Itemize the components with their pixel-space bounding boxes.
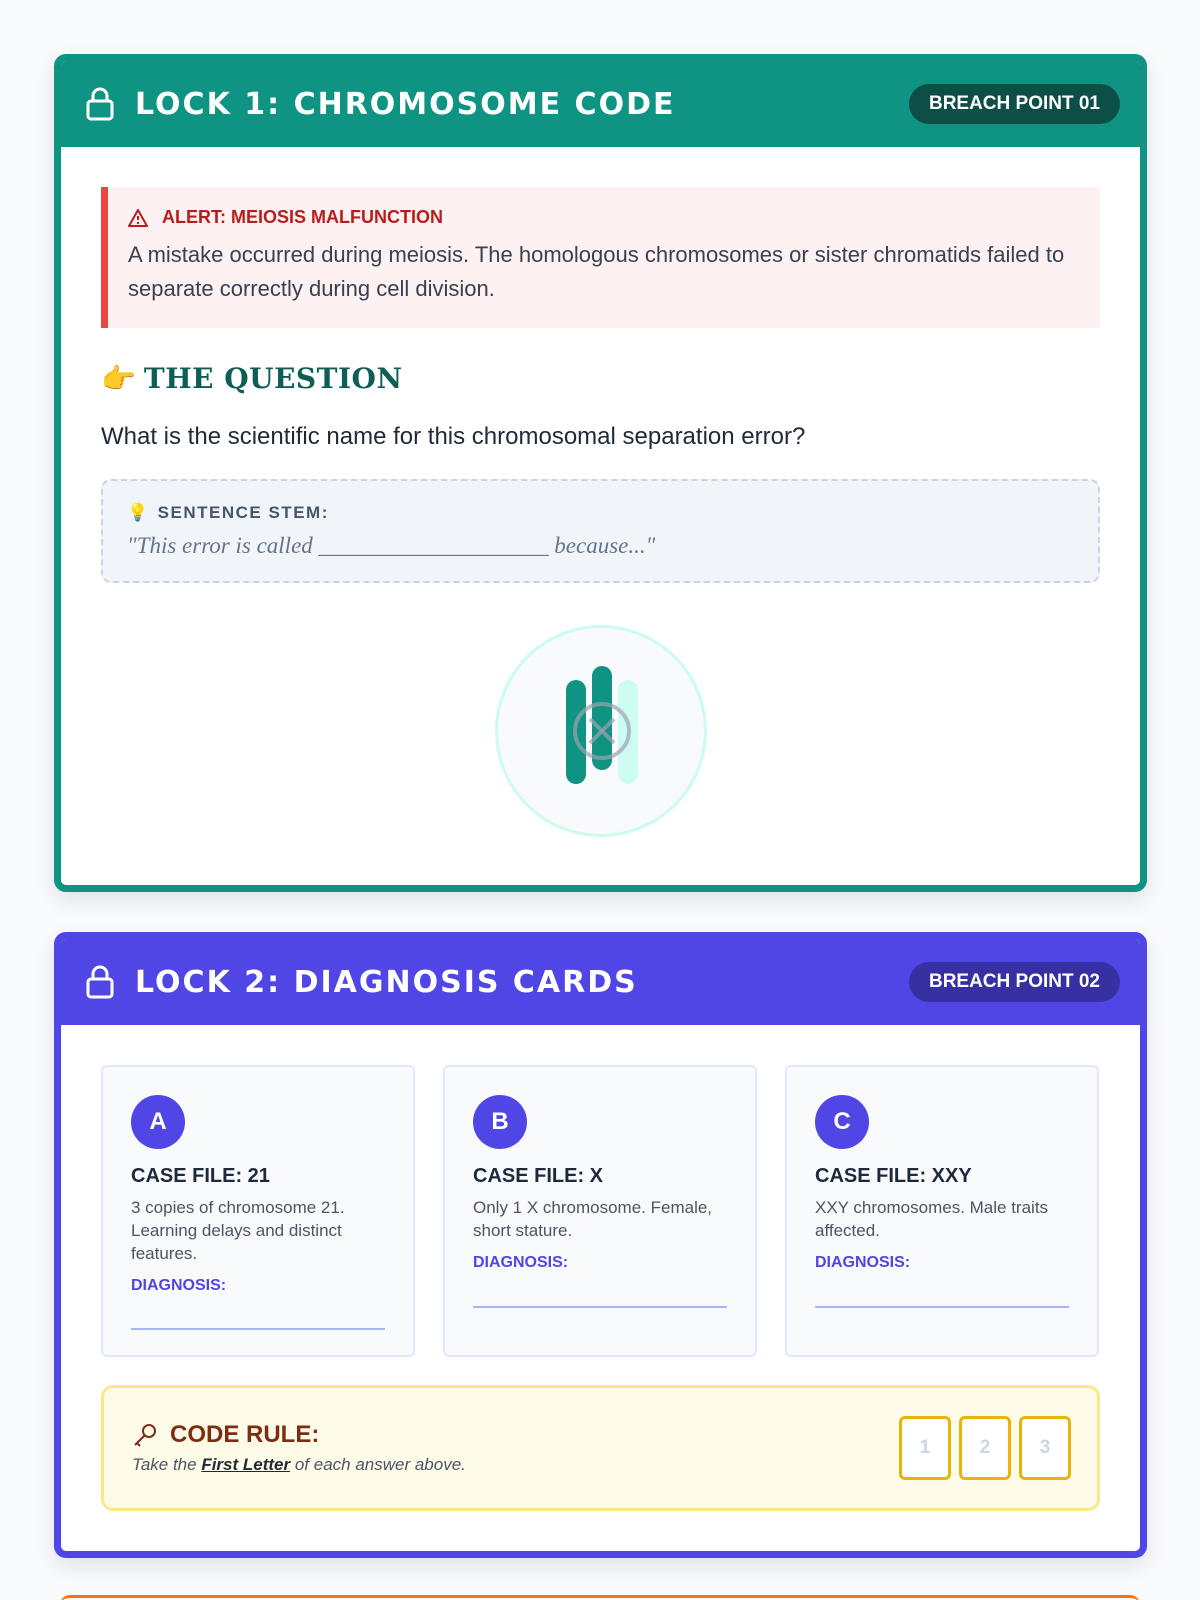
breach-point-badge: BREACH POINT 01: [909, 84, 1120, 124]
lock-2-card: [54, 932, 1147, 1558]
case-description: Only 1 X chromosome. Female, short stature.: [473, 1198, 713, 1240]
code-rule-text: Take the First Letter of each answer above.: [132, 1455, 466, 1474]
code-box-1[interactable]: 1: [899, 1416, 951, 1480]
case-letter-badge: A: [131, 1095, 185, 1149]
lock-icon: [83, 965, 117, 999]
alert-text: A mistake occurred during meiosis. The homologous chromosomes or sister chromatids failed to separate correctly during cell division.: [128, 242, 1065, 301]
lock-2-title: LOCK 2: DIAGNOSIS CARDS: [135, 964, 638, 1000]
pointing-hand-icon: 👉: [101, 363, 136, 394]
lock-2-header: [61, 939, 1140, 1025]
code-box-3[interactable]: 3: [1019, 1416, 1071, 1480]
next-lock-card-edge: [60, 1595, 1140, 1600]
key-icon: [132, 1422, 158, 1448]
chromosome-icon: [498, 628, 704, 834]
diagnosis-label: DIAGNOSIS:: [473, 1254, 569, 1271]
case-description: XXY chromosomes. Male traits affected.: [815, 1198, 1049, 1240]
sentence-stem-box: [101, 479, 1100, 583]
case-title: CASE FILE: 21: [131, 1165, 270, 1187]
lock-1-title: LOCK 1: CHROMOSOME CODE: [135, 86, 676, 122]
code-box-2[interactable]: 2: [959, 1416, 1011, 1480]
lock-icon: [83, 87, 117, 121]
case-letter-badge: C: [815, 1095, 869, 1149]
lock-2-body: [61, 1025, 1140, 1511]
sentence-stem-label: SENTENCE STEM:: [157, 503, 329, 522]
breach-point-badge: BREACH POINT 02: [909, 962, 1120, 1002]
lock-1-body: [61, 147, 1140, 837]
lock-1-header: [61, 61, 1140, 147]
code-rule-box: [101, 1385, 1100, 1511]
code-input-boxes: [899, 1416, 1071, 1480]
diagnosis-answer-line[interactable]: [815, 1306, 1069, 1308]
diagnosis-label: DIAGNOSIS:: [815, 1254, 911, 1271]
question-title: THE QUESTION: [143, 362, 403, 395]
diagnosis-answer-line[interactable]: [131, 1328, 385, 1330]
case-card-b: [443, 1065, 757, 1357]
code-rule-title: CODE RULE:: [170, 1421, 320, 1448]
warning-icon: [128, 209, 148, 227]
case-title: CASE FILE: XXY: [815, 1165, 972, 1187]
lock-1-card: [54, 54, 1147, 892]
case-card-a: [101, 1065, 415, 1357]
alert-title: ALERT: MEIOSIS MALFUNCTION: [162, 207, 443, 227]
lightbulb-icon: 💡: [127, 503, 150, 522]
diagnosis-label: DIAGNOSIS:: [131, 1277, 227, 1294]
case-letter-badge: B: [473, 1095, 527, 1149]
question-text: What is the scientific name for this chromosomal separation error?: [101, 423, 806, 450]
meiosis-alert: [101, 187, 1100, 328]
first-letter-emphasis: First Letter: [201, 1455, 291, 1474]
question-heading: [101, 362, 1100, 395]
diagnosis-answer-line[interactable]: [473, 1306, 727, 1308]
sentence-stem-text: "This error is called ____________________ because...": [127, 533, 656, 558]
case-title: CASE FILE: X: [473, 1165, 604, 1187]
case-description: 3 copies of chromosome 21. Learning delays and distinct features.: [131, 1198, 345, 1263]
chromosome-illustration: [495, 625, 707, 837]
diagnosis-cards: [101, 1065, 1100, 1357]
case-card-c: [785, 1065, 1099, 1357]
